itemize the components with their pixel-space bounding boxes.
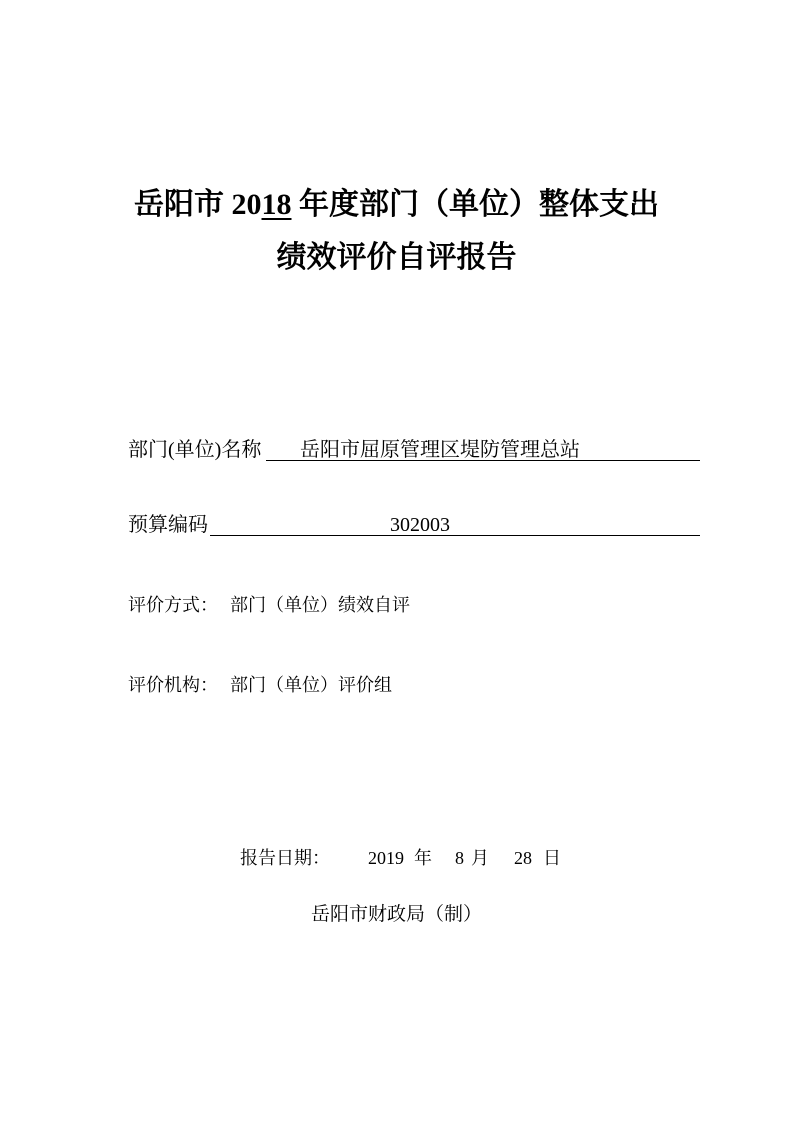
report-date-month-unit: 月 [471,848,489,868]
title-suffix: 年度部门（单位）整体支出 [291,188,659,221]
issuer: 岳阳市财政局（制） [310,904,482,925]
department-value: 岳阳市屈原管理区堤防管理总站 [266,439,700,461]
report-date-year: 2019 [368,848,404,868]
evaluation-method-value: 部门（单位）绩效自评 [230,595,410,615]
evaluation-body-label: 评价机构： [128,675,218,695]
evaluation-body-value: 部门（单位）评价组 [230,675,392,695]
report-date-label: 报告日期： [240,848,330,868]
evaluation-method-label: 评价方式： [128,595,218,615]
budget-code-value: 302003 [210,514,700,536]
report-date-month: 8 [455,848,464,868]
title-year-underlined: 18 [261,188,292,221]
budget-code-label: 预算编码 [128,514,208,536]
report-date-day-unit: 日 [543,848,561,868]
department-label: 部门(单位)名称 [128,439,262,461]
report-date-year-unit: 年 [414,848,432,868]
document-title-line2: 绩效评价自评报告 [276,241,517,274]
title-prefix: 岳阳市 20 [134,188,262,221]
report-date-day: 28 [514,848,532,868]
document-title-line1 [0,187,793,223]
